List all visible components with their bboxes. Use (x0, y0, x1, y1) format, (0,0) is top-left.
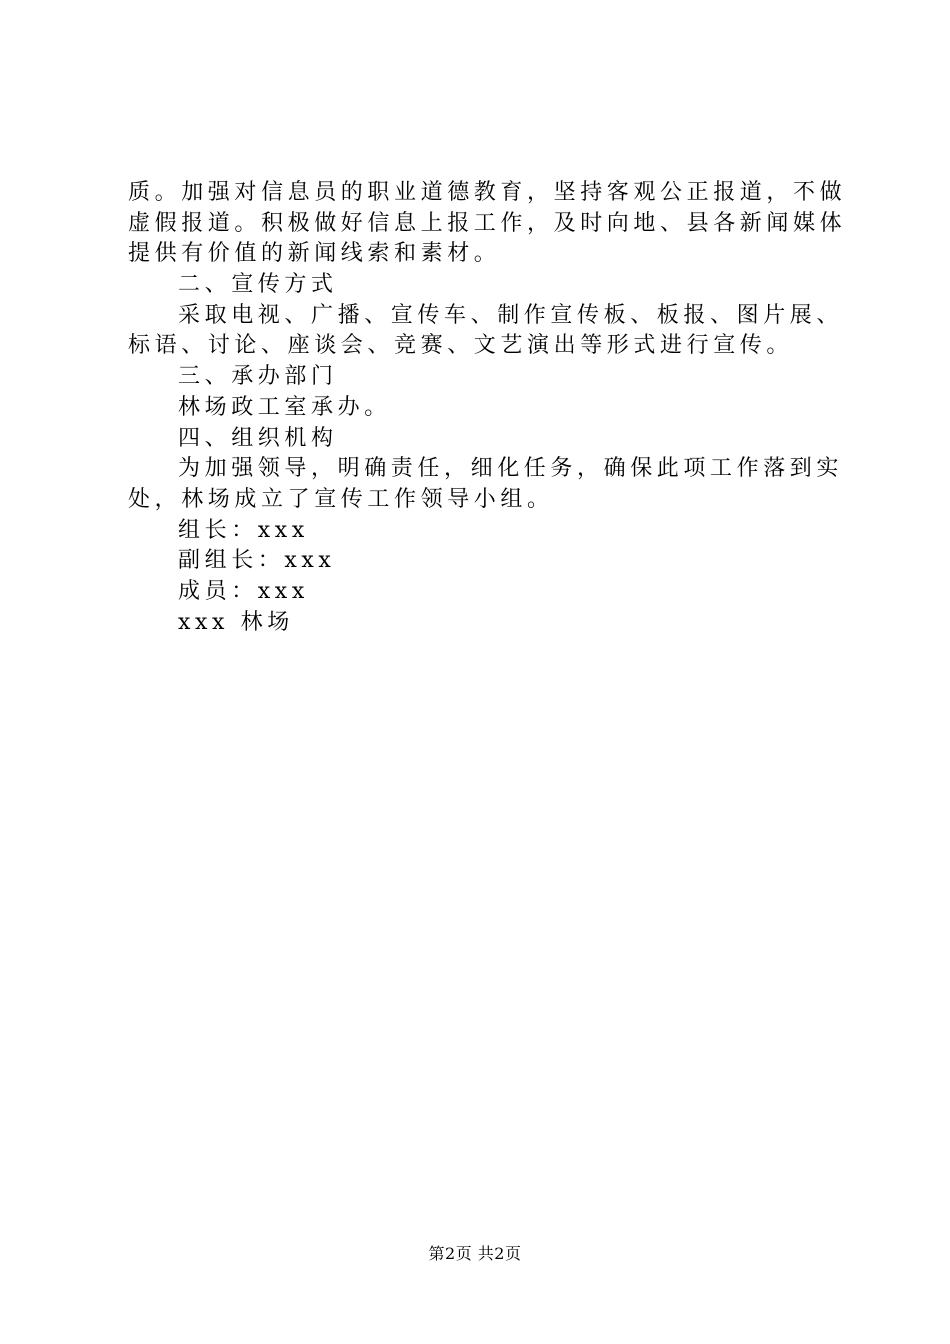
document-body (128, 178, 847, 638)
deputy-leader-line: 副组长：xxx (178, 548, 336, 574)
section-heading-organization: 四、组织机构 (178, 425, 338, 451)
paragraph-line: 采取电视、广播、宣传车、制作宣传板、板报、图片展、 (178, 302, 844, 328)
paragraph-line: 虚假报道。积极做好信息上报工作，及时向地、县各新闻媒体 (128, 210, 847, 236)
section-heading-organizer: 三、承办部门 (178, 364, 338, 390)
section-heading-publicity-methods: 二、宣传方式 (178, 272, 338, 298)
paragraph-line: 标语、讨论、座谈会、竞赛、文艺演出等形式进行宣传。 (128, 333, 794, 359)
paragraph-line: 为加强领导，明确责任，细化任务，确保此项工作落到实 (178, 456, 844, 482)
group-leader-line: 组长：xxx (178, 517, 309, 543)
members-line: 成员：xxx (178, 578, 309, 604)
paragraph-line: 处，林场成立了宣传工作领导小组。 (128, 486, 554, 512)
signature-line: xxx 林场 (178, 609, 294, 635)
page-footer: 第2页 共2页 (428, 1244, 522, 1263)
paragraph-line: 质。加强对信息员的职业道德教育，坚持客观公正报道，不做 (128, 180, 847, 205)
paragraph-line: 林场政工室承办。 (178, 394, 391, 420)
paragraph-line: 提供有价值的新闻线索和素材。 (128, 241, 501, 267)
